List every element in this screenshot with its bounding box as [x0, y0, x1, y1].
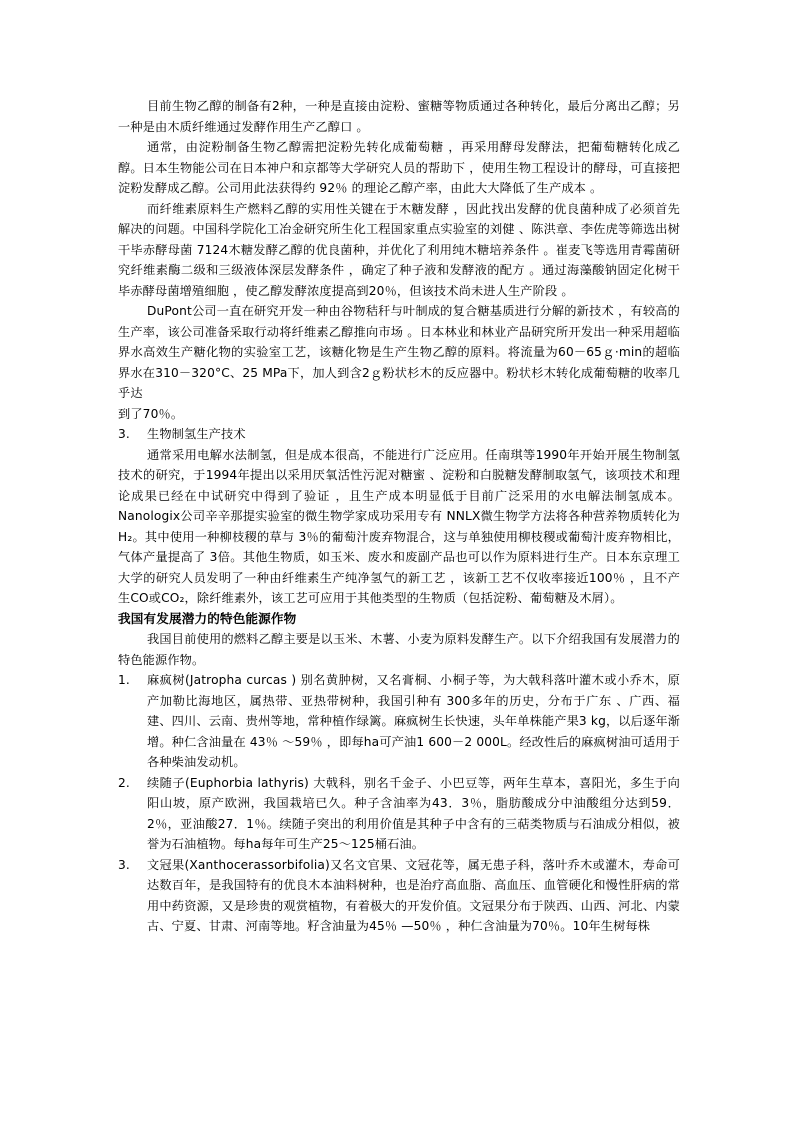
section-3-heading: [118, 424, 680, 445]
list-item: [118, 773, 680, 855]
paragraph-yield-continuation: 到了70％。: [118, 406, 184, 421]
section-number: 3.: [118, 427, 130, 441]
paragraph-starch-ethanol: 通常，由淀粉制备生物乙醇需把淀粉先转化成葡萄糖 ，再采用酵母发酵法，把葡萄糖转化成乙醇。日本生物能公司在日本神户和京都等大学研究人员的帮助下 ，使用生物工程设计的酵母，可直接把淀粉发酵成乙醇。公司用此法获得约 92％ 的理论乙醇产率，由此大大降低了生产成本 。: [118, 140, 680, 195]
document-page: [118, 96, 680, 937]
list-item-number: 3.: [118, 857, 130, 872]
paragraph-cellulose-ethanol: 而纤维素原料生产燃料乙醇的实用性关键在于木糖发酵 ，因此找出发酵的优良菌种成了必须首先解决的问题。中国科学院化工冶金研究所生化工程国家重点实验室的刘健 、陈洪章、李佐虎等筛选出树干毕赤酵母菌 7124木糖发酵乙醇的优良菌种，并优化了利用纯木糖培养条件 。崔麦飞等选用青霉菌研究纤维素酶二级和三级液体深层发酵条件 ，确定了种子液和发酵液的配方 。通过海藻酸钠固定化树干毕赤酵母菌增殖细胞 ，使乙醇发酵浓度提高到20％，但该技术尚未进人生产阶段 。: [118, 201, 680, 298]
section-title: 生物制氢生产技术: [147, 427, 246, 441]
list-item-text: 文冠果(Xanthocerassorbifolia)又名文官果、文冠花等，属无患子科，落叶乔木或灌木，寿命可达数百年，是我国特有的优良木本油料树种，也是治疗高血脂、高血压、血管硬化和慢性肝病的常用中药资源，又是珍贵的观赏植物，有着极大的开发价值。文冠果分布于陕西、山西、河北、内蒙古、宁夏、甘肃、河南等地。籽含油量为45％ —50％ ，种仁含油量为70％。10年生树每株: [147, 857, 680, 933]
list-item-text: 续随子(Euphorbia lathyris) 大戟科，别名千金子、小巴豆等，两年生草本，喜阳光，多生于向阳山坡，原产欧洲，我国栽培已久。种子含油率为43．3％，脂肪酸成分中油酸组分达到59．2％，亚油酸27．1％。续随子突出的利用价值是其种子中含有的三萜类物质与石油成分相似，被誉为石油植物。每ha每年可生产25～125桶石油。: [147, 775, 680, 851]
paragraph-dupont: DuPont公司一直在研究开发一种由谷物秸秆与叶制成的复合糖基质进行分解的新技术 ，有较高的生产率，该公司准备采取行动将纤维素乙醇推向市场 。日本林业和林业产品研究所开发出一种采用超临界水高效生产糖化物的实验室工艺，该糖化物是生产生物乙醇的原料。将流量为60－65ｇ·min的超临界水在310－320°C、25 MPa下，加人到含2ｇ粉状杉木的反应器中。粉状杉木转化成葡萄糖的收率几乎达: [118, 304, 680, 400]
list-item: [118, 670, 680, 773]
paragraph-crops-intro: 我国目前使用的燃料乙醇主要是以玉米、木薯、小麦为原料发酵生产。以下介绍我国有发展潜力的特色能源作物。: [118, 632, 680, 667]
list-item-number: 2.: [118, 775, 130, 790]
list-item-number: 1.: [118, 673, 130, 687]
heading-energy-crops: 我国有发展潜力的特色能源作物: [118, 610, 297, 626]
list-item-text: 麻疯树(Jatropha curcas ) 别名黄肿树，又名膏桐、小桐子等，为大戟科落叶灌木或小乔木，原产加勒比海地区，属热带、亚热带树种，我国引种有 300多年的历史，分布于广东 、广西、福建、四川、云南、贵州等地，常种植作绿篱。麻疯树生长快速，头年单株能产果3 kg，以后逐年渐增。种仁含油量在 43％ ～59％ ，即每ha可产油1 600－2 000L。经改性后的麻疯树油可适用于各种柴油发动机。: [147, 673, 680, 769]
paragraph-biohydrogen: 通常采用电解水法制氢，但是成本很高，不能进行广泛应用。任南琪等1990年开始开展生物制氢技术的研究，于1994年提出以采用厌氧活性污泥对糖蜜 、淀粉和白脱糖发酵制取氢气，该项技术和理论成果已经在中试研究中得到了验证 ，且生产成本明显低于目前广泛采用的水电解法制氢成本。Nanologix公司辛辛那提实验室的微生物学家成功采用专有 NNLX微生物学方法将各种营养物质转化为H₂。其中使用一种柳枝稷的草与 3％的葡萄汁废弃物混合，这与单独使用柳枝稷或葡萄汁废弃物相比，气体产量提高了 3倍。其他生物质，如玉米、废水和废副产品也可以作为原料进行生产。日本东京理工大学的研究人员发明了一种由纤维素生产纯净氢气的新工艺 ，该新工艺不仅收率接近100％ ，且不产生CO或CO₂，除纤维素外，该工艺可应用于其他类型的生物质（包括淀粉、葡萄糖及木屑）。: [118, 447, 680, 605]
paragraph-bioethanol-methods: 目前生物乙醇的制备有2种，一种是直接由淀粉、蜜糖等物质通过各种转化，最后分离出乙醇；另一种是由木质纤维通过发酵作用生产乙醇口 。: [118, 99, 680, 134]
list-item: [118, 855, 680, 937]
